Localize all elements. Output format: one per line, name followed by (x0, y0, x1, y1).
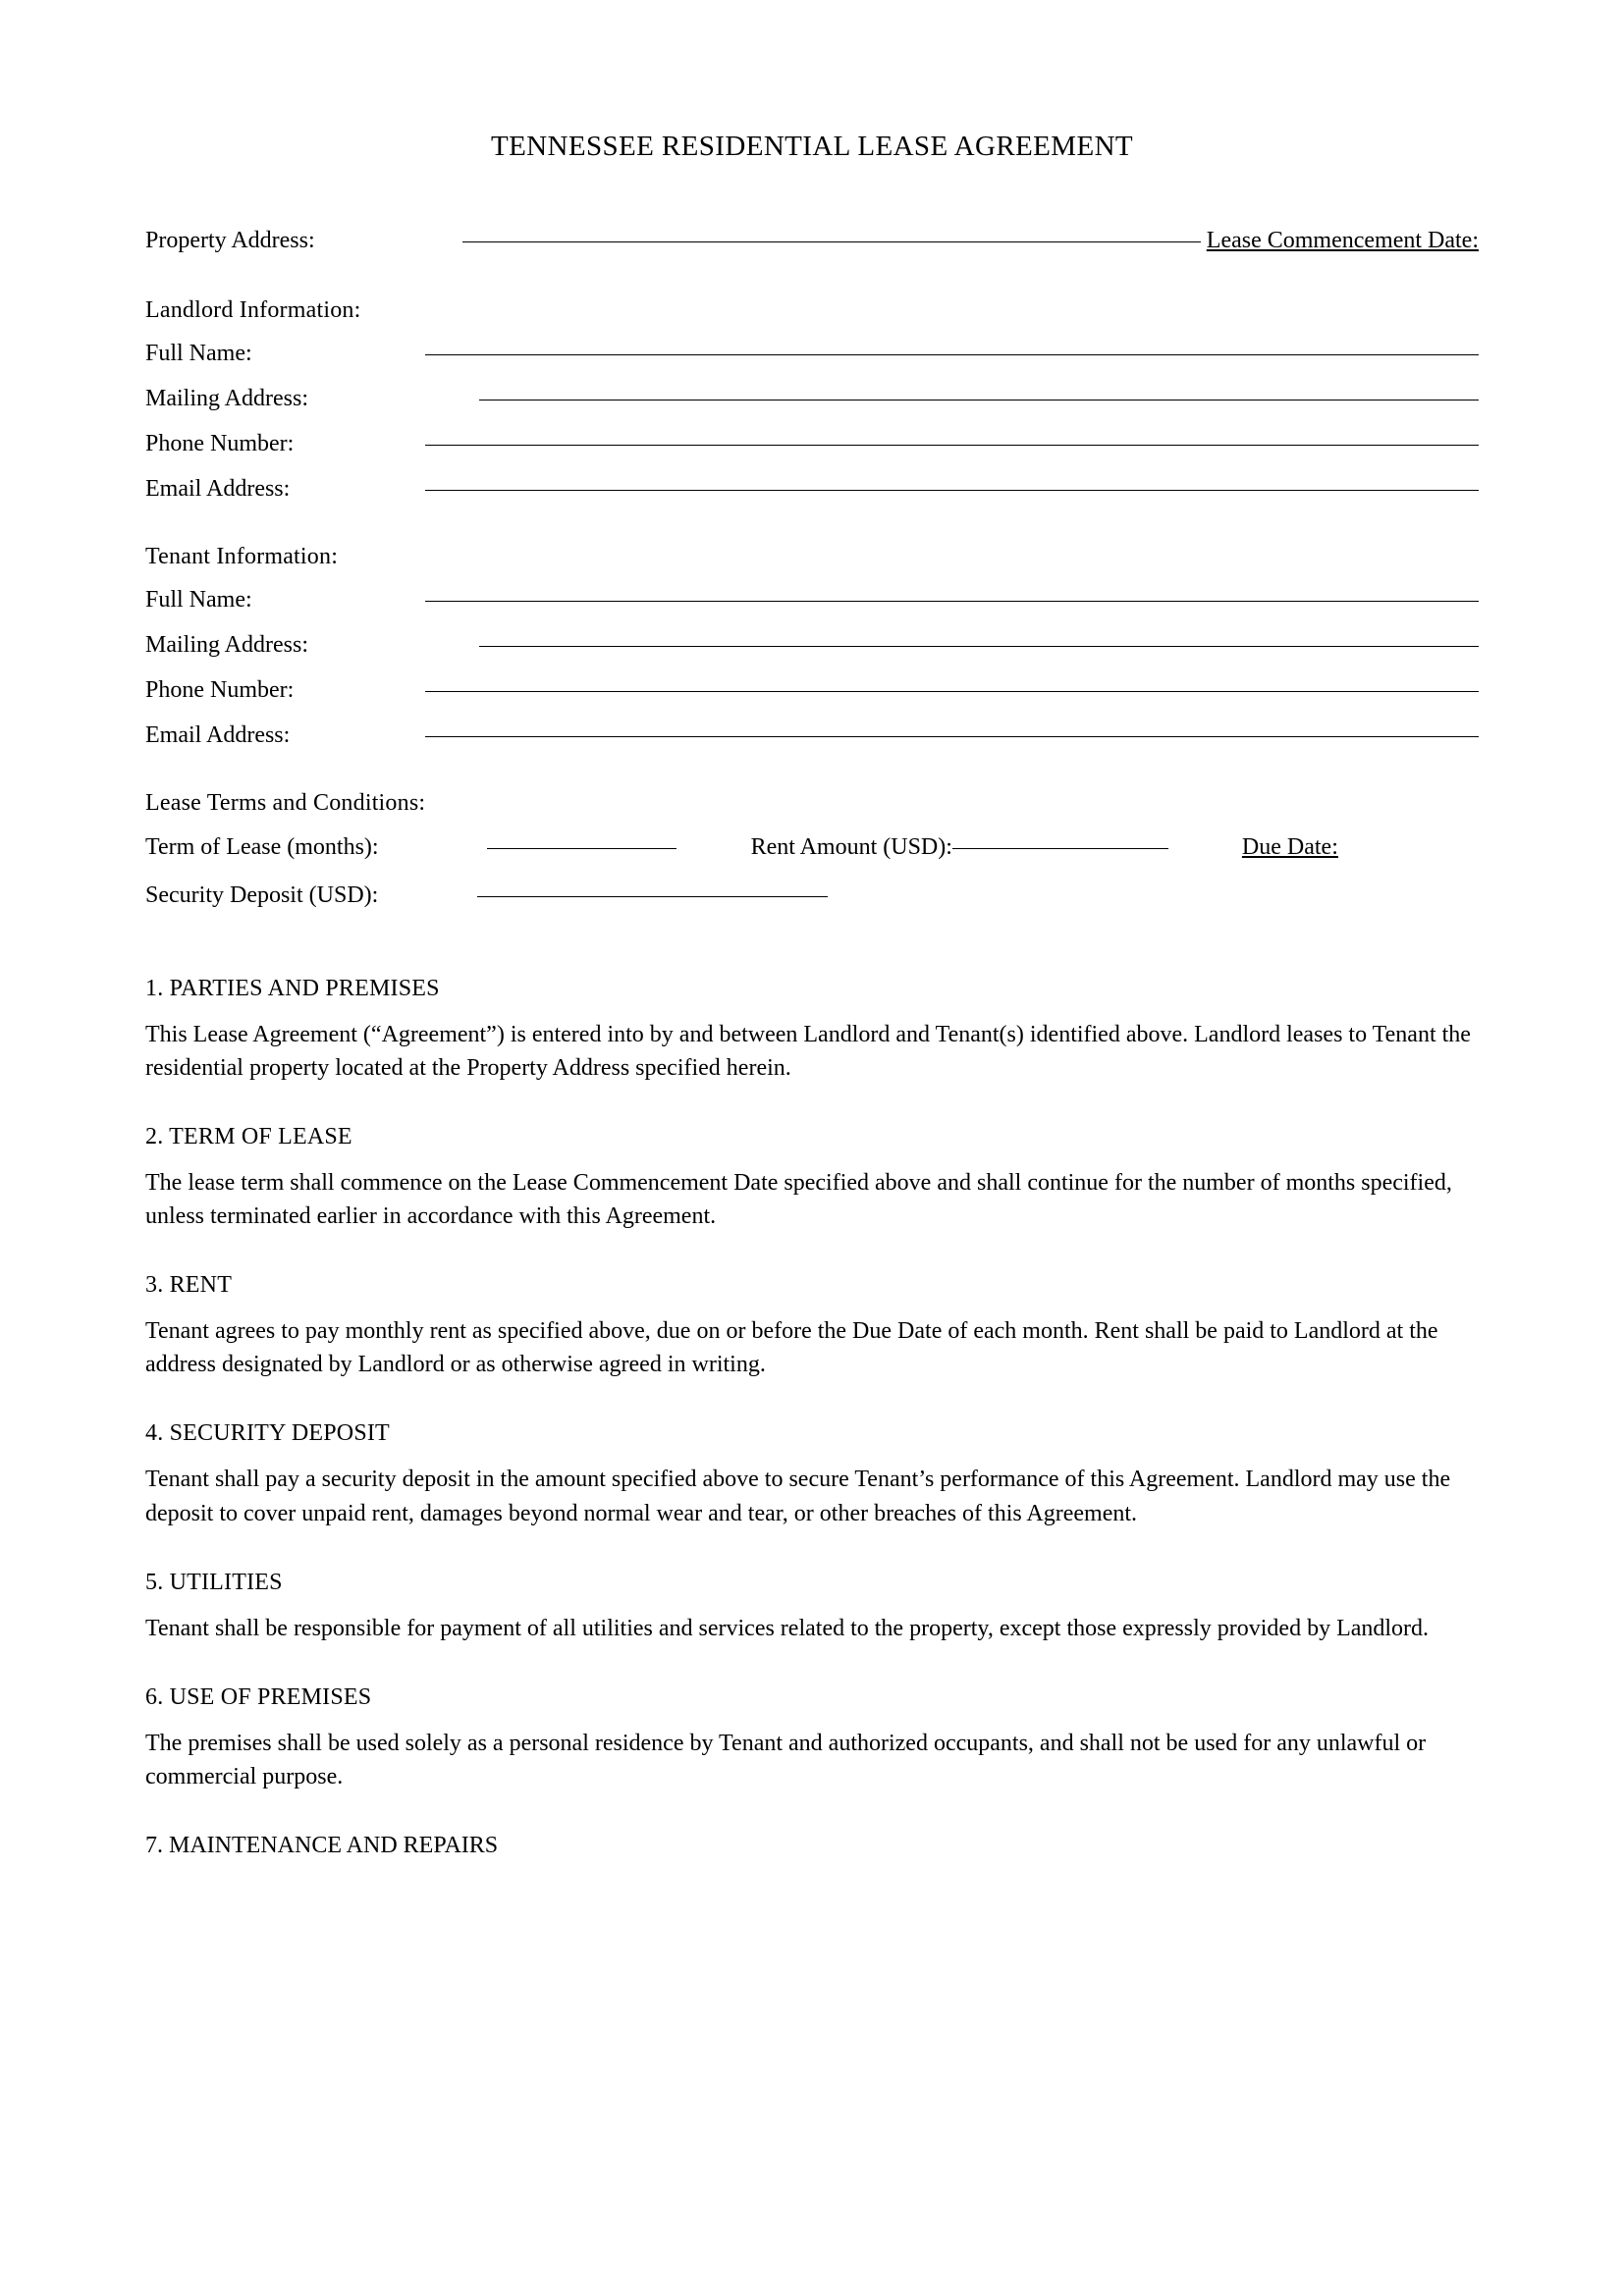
tenant-email-address-label: Email Address: (145, 722, 291, 748)
tenant-full-name-row (145, 588, 1479, 612)
landlord-full-name-input[interactable] (425, 354, 1479, 355)
landlord-mailing-address-row (145, 387, 1479, 410)
lease-commencement-date-label: Lease Commencement Date: (1206, 228, 1479, 253)
security-deposit-row (145, 882, 1479, 909)
security-deposit-label: Security Deposit (USD): (145, 882, 379, 908)
clause-body: The premises shall be used solely as a personal residence by Tenant and authorized occupants, and shall not be used for any unlawful or commercial purpose. (145, 1730, 1427, 1789)
landlord-email-address-label: Email Address: (145, 476, 291, 502)
landlord-mailing-address-label: Mailing Address: (145, 386, 308, 411)
tenant-full-name-label: Full Name: (145, 587, 252, 613)
clause-body: Tenant shall pay a security deposit in the amount specified above to secure Tenant’s performance of this Agreement. Landlord may use the deposit to cover unpaid rent, damages beyond normal wear and tear, or other breaches of this Agreement. (145, 1467, 1451, 1526)
term-of-lease-label: Term of Lease (months): (145, 834, 379, 860)
clause-security-deposit (145, 1420, 1479, 1529)
tenant-phone-number-label: Phone Number: (145, 677, 295, 703)
property-address-row (145, 228, 1479, 254)
clause-maintenance-and-repairs-heading: 7. MAINTENANCE AND REPAIRS (145, 1832, 499, 1858)
landlord-phone-number-input[interactable] (425, 445, 1479, 446)
landlord-email-address-input[interactable] (425, 490, 1479, 491)
property-address-label: Property Address: (145, 228, 315, 253)
clause-body: This Lease Agreement (“Agreement”) is entered into by and between Landlord and Tenant(s) identified above. Landlord leases to Tenant the residential property located at the Property Address specified herein. (145, 1022, 1471, 1082)
tenant-email-address-row (145, 723, 1479, 747)
tenant-full-name-input[interactable] (425, 601, 1479, 602)
tenant-phone-number-input[interactable] (425, 691, 1479, 692)
landlord-phone-number-row (145, 432, 1479, 455)
clause-heading: 1. PARTIES AND PREMISES (145, 976, 440, 1001)
clause-rent (145, 1272, 1479, 1381)
landlord-full-name-row (145, 342, 1479, 365)
tenant-email-address-input[interactable] (425, 736, 1479, 737)
landlord-section-heading: Landlord Information: (145, 297, 361, 323)
property-address-input[interactable] (462, 241, 1201, 242)
clause-heading: 3. RENT (145, 1272, 233, 1299)
clause-heading: 4. SECURITY DEPOSIT (145, 1420, 390, 1447)
clause-term-of-lease (145, 1124, 1479, 1233)
tenant-mailing-address-row (145, 633, 1479, 657)
clause-body: Tenant agrees to pay monthly rent as specified above, due on or before the Due Date of each month. Rent shall be paid to Landlord at the address designated by Landlord or as otherwise agreed in writing. (145, 1318, 1438, 1378)
page-title: TENNESSEE RESIDENTIAL LEASE AGREEMENT (490, 131, 1134, 162)
clause-heading: 6. USE OF PREMISES (145, 1683, 372, 1710)
clause-body: Tenant shall be responsible for payment of all utilities and services related to the property, except those expressly provided by Landlord. (145, 1615, 1430, 1641)
security-deposit-input[interactable] (477, 896, 828, 897)
clause-heading: 5. UTILITIES (145, 1569, 283, 1595)
lease-terms-heading: Lease Terms and Conditions: (145, 790, 426, 816)
tenant-mailing-address-input[interactable] (479, 646, 1479, 647)
tenant-section-heading: Tenant Information: (145, 544, 339, 569)
clause-use-of-premises (145, 1684, 1479, 1793)
clause-parties-and-premises (145, 976, 1479, 1085)
landlord-phone-number-label: Phone Number: (145, 431, 295, 456)
tenant-phone-number-row (145, 678, 1479, 702)
term-of-lease-input[interactable] (487, 848, 677, 849)
lease-term-row (145, 834, 1479, 861)
landlord-email-address-row (145, 477, 1479, 501)
rent-amount-label: Rent Amount (USD): (750, 834, 952, 860)
clause-body: The lease term shall commence on the Lease Commencement Date specified above and shall continue for the number of months specified, unless terminated earlier in accordance with this Agreement. (145, 1170, 1452, 1230)
clause-heading: 2. TERM OF LEASE (145, 1124, 352, 1150)
tenant-mailing-address-label: Mailing Address: (145, 632, 308, 658)
due-date-label: Due Date: (1241, 834, 1338, 860)
rent-amount-input[interactable] (952, 848, 1168, 849)
clause-utilities (145, 1570, 1479, 1645)
landlord-full-name-label: Full Name: (145, 341, 252, 366)
